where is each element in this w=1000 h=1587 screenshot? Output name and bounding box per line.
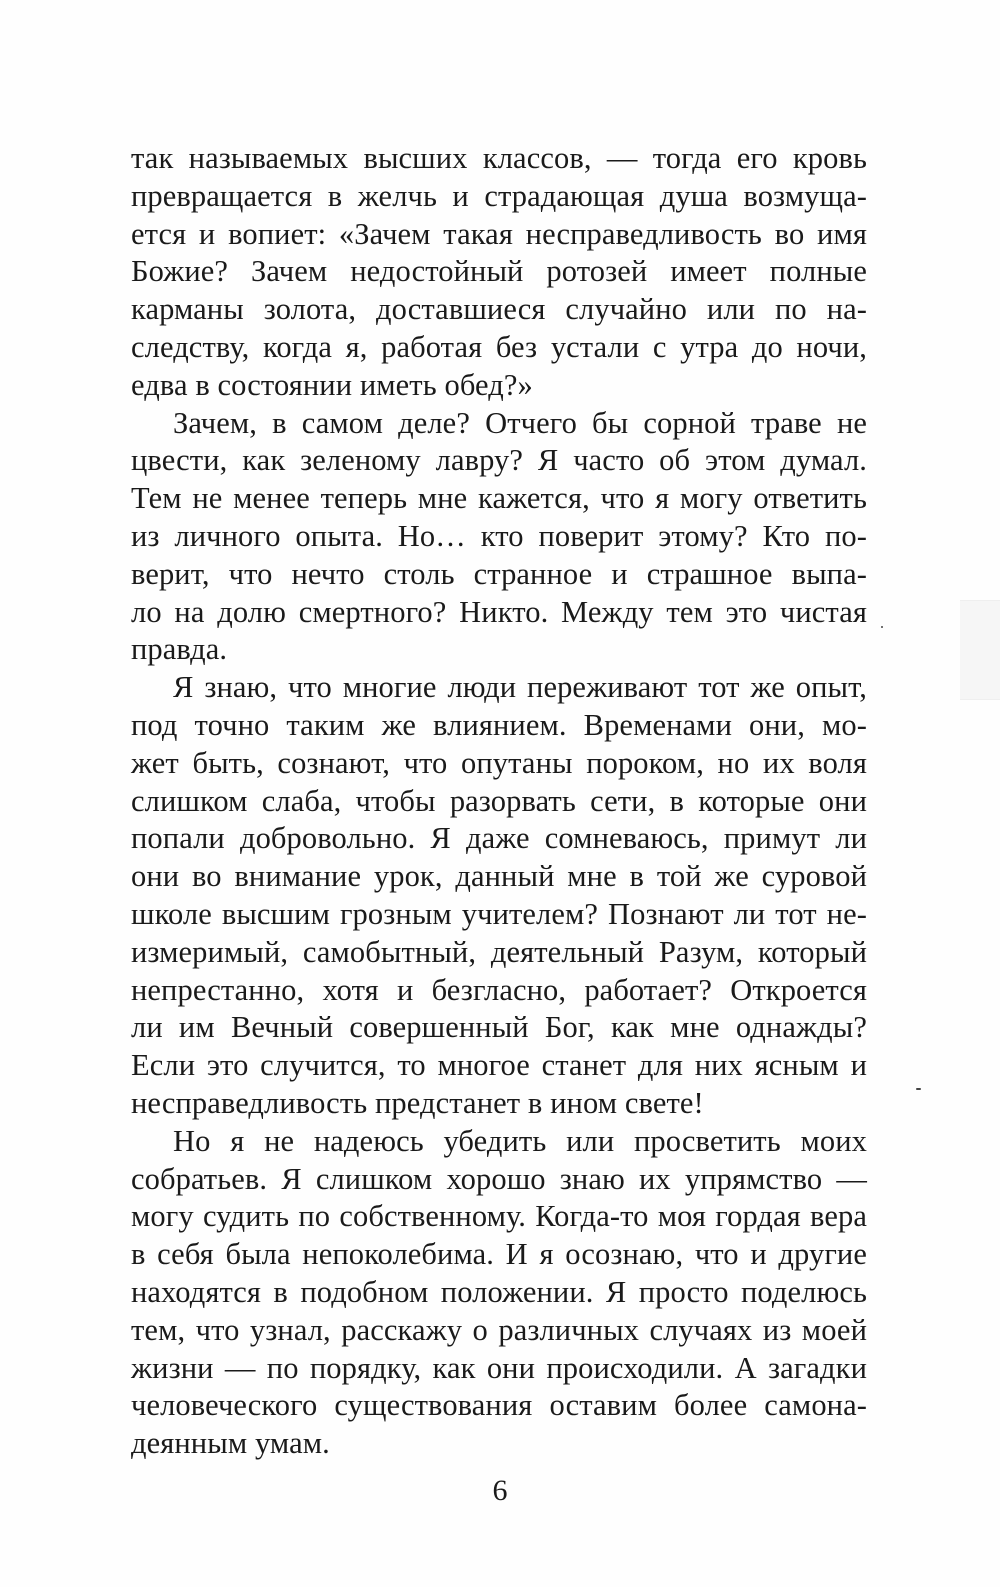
text-line: жизни — по порядку, как они происходили. А загадки <box>131 1350 867 1385</box>
text-line: Тем не менее теперь мне кажется, что я могу ответить <box>131 481 867 516</box>
text-line: собратьев. Я слишком хорошо знаю их упрямство — <box>131 1161 867 1196</box>
text-line: ло на долю смертного? Никто. Между тем это чистая <box>131 594 867 629</box>
print-speck <box>916 1088 921 1090</box>
text-line: под точно таким же влиянием. Временами они, мо- <box>131 707 867 742</box>
print-speck <box>881 626 883 628</box>
text-line: Но я не надеюсь убедить или просветить моих <box>173 1123 867 1158</box>
text-line: превращается в желчь и страдающая душа возмуща- <box>131 178 867 213</box>
text-line: Если это случится, то многое станет для них ясным и <box>131 1048 867 1083</box>
text-line: Зачем, в самом деле? Отчего бы сорной траве не <box>173 405 867 440</box>
text-line: деянным умам. <box>131 1426 330 1461</box>
text-line: попали добровольно. Я даже сомневаюсь, примут ли <box>131 821 867 856</box>
text-line: так называемых высших классов, — тогда его кровь <box>131 141 867 175</box>
text-line: несправедливость предстанет в ином свете! <box>131 1085 704 1120</box>
text-line: карманы золота, доставшиеся случайно или по на- <box>131 292 867 327</box>
text-line: жет быть, сознают, что опутаны пороком, но их воля <box>131 745 867 780</box>
text-line: Я знаю, что многие люди переживают тот же опыт, <box>173 670 867 705</box>
text-line: из личного опыта. Но… кто поверит этому? Кто по- <box>131 518 867 553</box>
page-number: 6 <box>492 1474 508 1507</box>
text-line: едва в состоянии иметь обед?» <box>131 367 533 402</box>
text-line: ется и вопиет: «Зачем такая несправедливость во имя <box>131 216 867 251</box>
text-line: тем, что узнал, расскажу о различных случаях из моей <box>131 1312 867 1347</box>
text-line: могу судить по собственному. Когда-то моя гордая вера <box>131 1199 867 1234</box>
text-line: человеческого существования оставим более самона- <box>131 1388 867 1423</box>
text-line: следству, когда я, работая без устали с утра до ночи, <box>131 329 867 364</box>
text-line: правда. <box>131 632 228 667</box>
text-line: цвести, как зеленому лавру? Я часто об этом думал. <box>131 443 867 478</box>
text-line: Божие? Зачем недостойный ротозей имеет полные <box>131 254 867 289</box>
text-line: находятся в подобном положении. Я просто поделюсь <box>131 1274 867 1309</box>
text-line: слишком слаба, чтобы разорвать сети, в которые они <box>131 783 867 818</box>
text-line: верит, что нечто столь странное и страшное выпа- <box>131 556 867 591</box>
text-line: непрестанно, хотя и безгласно, работает? Откроется <box>131 972 867 1007</box>
text-line: измеримый, самобытный, деятельный Разум, который <box>131 934 867 969</box>
text-line: в себя была непоколебима. И я осознаю, что и другие <box>131 1237 867 1272</box>
text-line: школе высшим грозным учителем? Познают ли тот не- <box>131 896 867 931</box>
page-edge-shadow <box>960 600 1000 700</box>
text-line: ли им Вечный совершенный Бог, как мне однажды? <box>131 1010 867 1045</box>
body-text <box>131 140 867 1463</box>
text-line: они во внимание урок, данный мне в той же суровой <box>131 859 867 894</box>
